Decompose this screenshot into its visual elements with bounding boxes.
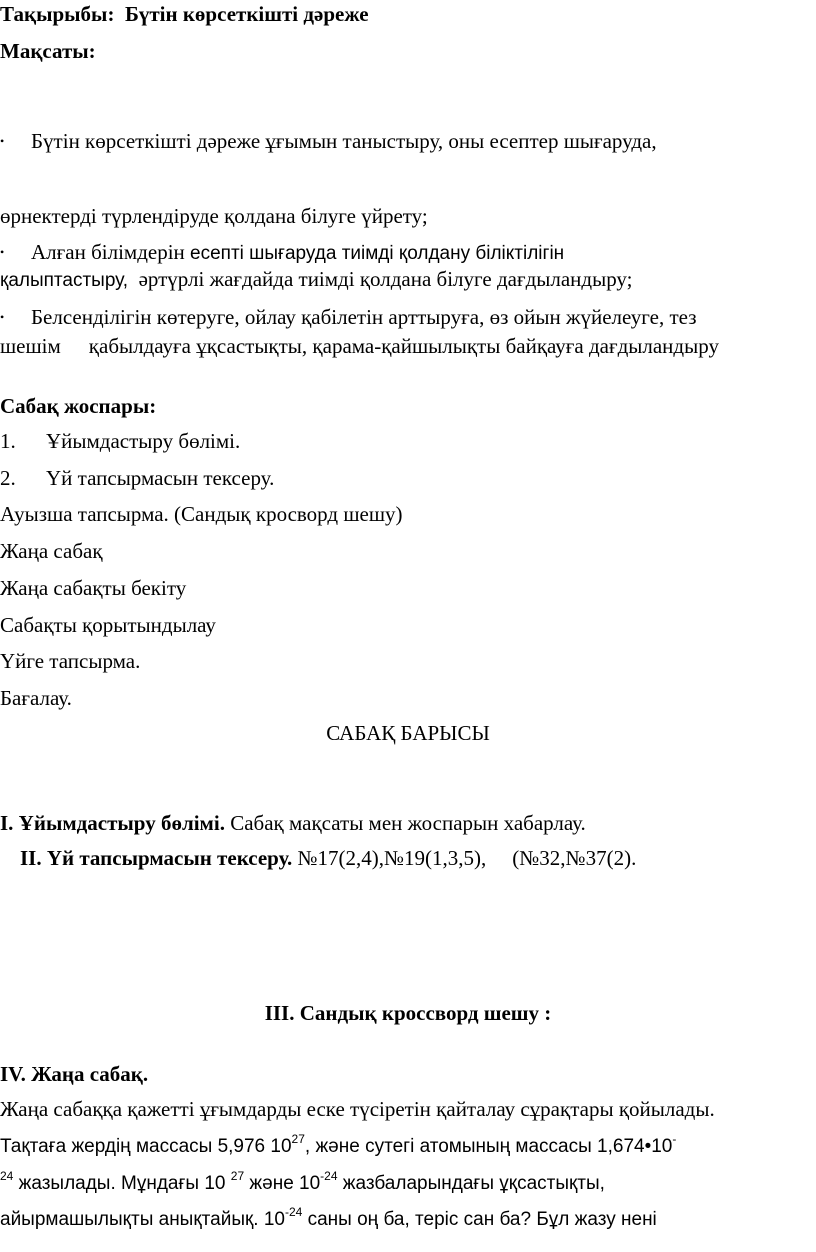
- formula-text: жазылады. Мұндағы 10: [13, 1173, 231, 1194]
- goal-item-2: [0, 239, 564, 267]
- formula-text: Тақтаға жердің массасы 5,976 10: [0, 1136, 292, 1157]
- plan-item-text: Үй тапсырмасын тексеру.: [46, 466, 275, 490]
- section-1-text: Сабақ мақсаты мен жоспарын хабарлау.: [230, 811, 586, 835]
- topic-value: Бүтін көрсеткішті дәреже: [124, 2, 369, 26]
- goal-item-1-cont: өрнектерді түрлендіруде қолдана білуге үйрету;: [0, 204, 428, 228]
- bullet-icon: •: [0, 310, 5, 324]
- formula-line-1: [0, 1134, 676, 1160]
- goal-2-text-a: Алған білімдерін: [31, 240, 185, 264]
- bullet-icon: •: [0, 245, 5, 259]
- section-4-heading: ІV. Жаңа сабақ.: [0, 1062, 149, 1086]
- plan-plain-item: Ауызша тапсырма. (Сандық кросворд шешу): [0, 502, 403, 526]
- plan-item-number: 1.: [0, 429, 16, 453]
- goal-item-3-cont: [0, 333, 719, 359]
- exponent: -: [672, 1132, 677, 1146]
- goal-1-text: Бүтін көрсеткішті дәреже ұғымын таныстыру, оны есептер шығаруда,: [31, 129, 657, 153]
- formula-line-2: [0, 1171, 605, 1197]
- plan-heading: Сабақ жоспары:: [0, 394, 157, 418]
- goal-2-text-b: есепті шығаруда тиімді қолдану біліктілігін: [190, 243, 565, 264]
- goal-2-text-c: қалыптастыру,: [0, 270, 129, 291]
- plan-plain-item: Үйге тапсырма.: [0, 649, 141, 673]
- plan-item-2: [0, 465, 274, 491]
- goal-item-2-cont: [0, 266, 632, 294]
- formula-line-3: [0, 1207, 657, 1233]
- formula-text: жазбаларындағы ұқсастықты,: [337, 1173, 605, 1194]
- goal-3-text-c: қабылдауға ұқсастықты, қарама-қайшылықты байқауға дағдыландыру: [88, 334, 719, 358]
- formula-text: айырмашылықты анықтайық. 10: [0, 1209, 285, 1230]
- plan-item-number: 2.: [0, 466, 16, 490]
- formula-text: саны оң ба, теріс сан ба? Бұл жазу нені: [302, 1209, 657, 1230]
- exponent: 27: [230, 1169, 245, 1183]
- topic-line: [0, 1, 369, 27]
- section-4-text: Жаңа сабаққа қажетті ұғымдарды еске түсіретін қайталау сұрақтары қойылады.: [0, 1097, 715, 1121]
- exponent: -24: [320, 1169, 338, 1183]
- goal-3-text-b: шешім: [0, 334, 61, 358]
- exponent: -24: [284, 1205, 303, 1219]
- formula-text: , және сутегі атомының массасы 1,674•10: [304, 1136, 673, 1157]
- goal-item-3: [0, 304, 697, 330]
- goals-heading: Мақсаты:: [0, 39, 96, 63]
- exponent: 24: [0, 1169, 14, 1183]
- section-2-text: №17(2,4),№19(1,3,5),: [297, 846, 487, 870]
- plan-item-1: [0, 428, 240, 454]
- section-3-heading: ІІІ. Сандық кроссворд шешу :: [264, 1001, 552, 1025]
- formula-text: және 10: [244, 1173, 321, 1194]
- plan-plain-item: Бағалау.: [0, 686, 72, 710]
- exponent: 27: [291, 1132, 305, 1146]
- goal-2-text-d: әртүрлі жағдайда тиімді қолдана білуге дағдыландыру;: [138, 267, 633, 291]
- goal-item-1: [0, 128, 657, 154]
- section-2: [20, 845, 636, 871]
- lesson-title: САБАҚ БАРЫСЫ: [326, 721, 490, 745]
- section-1-heading: І. Ұйымдастыру бөлімі.: [0, 811, 225, 835]
- section-2-heading: ІІ. Үй тапсырмасын тексеру.: [20, 846, 293, 870]
- section-2-text-2: (№32,№37(2).: [512, 846, 637, 870]
- goal-3-text-a: Белсенділігін көтеруге, ойлау қабілетін арттыруға, өз ойын жүйелеуге, тез: [31, 305, 697, 329]
- plan-item-text: Ұйымдастыру бөлімі.: [46, 429, 241, 453]
- section-1: [0, 810, 586, 836]
- plan-plain-item: Жаңа сабақ: [0, 539, 103, 563]
- bullet-icon: •: [0, 134, 5, 148]
- topic-label: Тақырыбы:: [0, 2, 115, 26]
- plan-plain-item: Сабақты қорытындылау: [0, 613, 216, 637]
- plan-plain-item: Жаңа сабақты бекіту: [0, 576, 187, 600]
